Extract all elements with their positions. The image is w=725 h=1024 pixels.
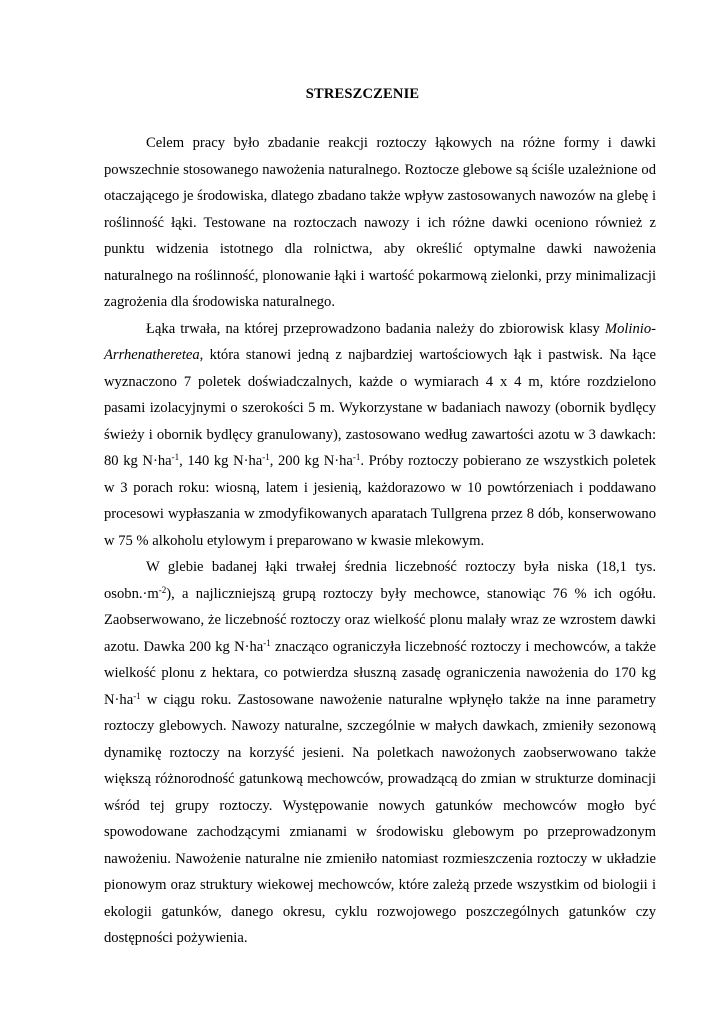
paragraph-3 xyxy=(104,554,656,952)
paragraph-1: Celem pracy było zbadanie reakcji roztoczy łąkowych na różne formy i dawki powszechnie stosowanego nawożenia naturalnego. Roztocze glebowe są ściśle uzależnione od otaczającego je środowiska, dlatego zbadano także wpływ zastosowanych nawozów na glebę i roślinność łąki. Testowane na roztoczach nawozy i ich różne dawki oceniono również z punktu widzenia istotnego dla rolnictwa, aby określić optymalne dawki nawożenia naturalnego na roślinność, plonowanie łąki i wartość pokarmową zielonki, przy minimalizacji zagrożenia dla środowiska naturalnego. xyxy=(104,135,656,310)
paragraph-2-text-c: , 140 kg N·ha xyxy=(179,453,263,469)
superscript: -1 xyxy=(171,452,180,462)
paragraph-2 xyxy=(104,316,656,555)
paragraph-2-text-b: , która stanowi jedną z najbardziej wartościowych łąk i pastwisk. Na łące wyznaczono 7 poletek doświadczalnych, każde o wymiarach 4 x 4 m, które rozdzielono pasami izolacyjnymi o szerokości 5 m. Wykorzystane w badaniach nawozy (obornik bydlęcy świeży i obornik bydlęcy granulowany), zastosowano według zawartości azotu w 3 dawkach: 80 kg N·ha xyxy=(104,347,656,469)
superscript: -2 xyxy=(158,584,167,595)
paragraph-3-text-c: znacząco ograniczyła liczebność roztoczy i mechowców, a także wielkość plonu z hektara, co potwierdza słuszną zasadę ograniczenia nawożenia do 170 kg N·ha xyxy=(104,638,656,708)
taxon-name: Molinio-Arrhenatheretea xyxy=(104,320,656,363)
paragraph-2-text-a: Łąka trwała, na której przeprowadzono badania należy do zbiorowisk klasy xyxy=(146,320,600,337)
paragraph-3-text-d: w ciągu roku. Zastosowane nawożenie naturalne wpłynęło także na inne parametry roztoczy glebowych. Nawozy naturalne, szczególnie w małych dawkach, zmieniły sezonową dynamikę roztoczy na korzyść jesieni. Na poletkach nawożonych zaobserwowano także większą różnorodność gatunkową mechowców, prowadzącą do zmian w strukturze dominacji wśród tej grupy roztoczy. Występowanie nowych gatunków mechowców mogło być spowodowane zachodzącymi zmianami w środowisku glebowym po przeprowadzonym nawożeniu. Nawożenie naturalne nie zmieniło natomiast rozmieszczenia roztoczy w układzie pionowym oraz struktury wiekowej mechowców, które zależą przede wszystkim od biologii i ekologii gatunków, danego okresu, cyklu rozwojowego poszczególnych gatunków czy dostępności pożywienia. xyxy=(104,691,656,946)
superscript: -1 xyxy=(262,452,270,462)
superscript: -1 xyxy=(352,452,361,462)
superscript: -1 xyxy=(263,637,271,648)
superscript: -1 xyxy=(133,690,141,701)
page-title: STRESZCZENIE xyxy=(305,86,420,102)
paragraph-3-text-a: W glebie badanej łąki trwałej średnia liczebność roztoczy była niska (18,1 tys. osobn.·m xyxy=(104,559,656,602)
paragraph-2-text-d: , 200 kg N·ha xyxy=(269,453,353,469)
paragraph-2-text-e: . Próby roztoczy pobierano ze wszystkich poletek w 3 porach roku: wiosną, latem i jesienią, każdorazowo w 10 powtórzeniach i poddawano procesowi wypłaszania w zmodyfikowanych aparatach Tullgrena przez 8 dób, konserwowano w 75 % alkoholu etylowym i preparowano w kwasie mlekowym. xyxy=(104,453,656,549)
paragraph-3-text-b: ), a najliczniejszą grupą roztoczy były mechowce, stanowiąc 76 % ich ogółu. Zaobserwowano, że liczebność roztoczy oraz wielkość plonu malały wraz ze wzrostem dawki azotu. Dawka 200 kg N·ha xyxy=(104,585,656,655)
abstract-body xyxy=(104,130,656,952)
